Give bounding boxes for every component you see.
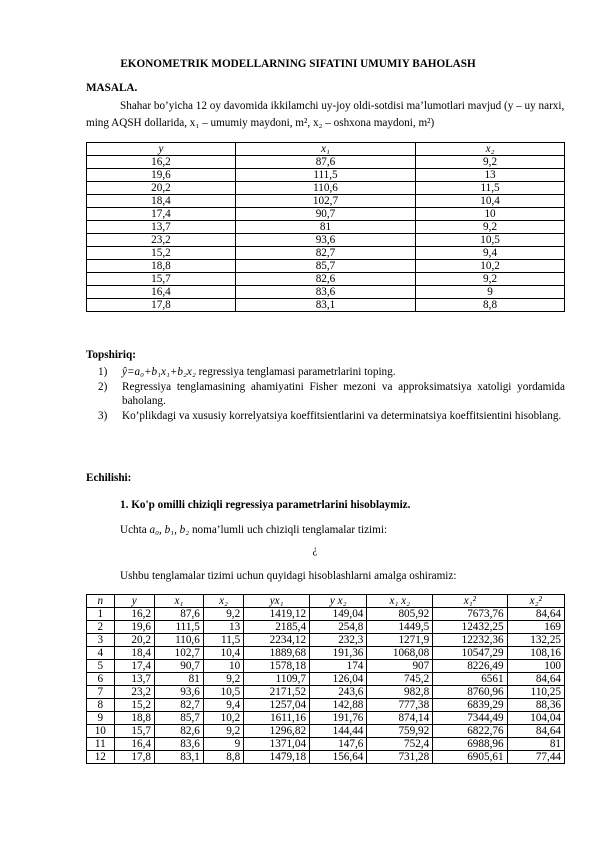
table-row — [87, 260, 565, 273]
table-cell: 18,4 — [87, 195, 236, 208]
task-number: 2) — [98, 380, 108, 393]
table-cell: 2185,4 — [244, 621, 310, 634]
table-cell: 104,04 — [507, 712, 564, 725]
table-cell: 16,4 — [114, 738, 154, 751]
column-header: x₂² — [507, 595, 564, 608]
table-row — [87, 673, 565, 686]
table-row — [87, 169, 565, 182]
table-row — [87, 738, 565, 751]
table-cell: 84,64 — [507, 673, 564, 686]
table-row — [87, 712, 565, 725]
column-header: x₁ — [154, 595, 203, 608]
table-row — [87, 299, 565, 312]
table-cell: 83,6 — [154, 738, 203, 751]
table-cell: 9,4 — [203, 699, 243, 712]
table-cell: 8760,96 — [433, 686, 507, 699]
table-cell: 874,14 — [367, 712, 433, 725]
table-cell: 15,2 — [87, 247, 236, 260]
table-cell: 110,6 — [235, 182, 415, 195]
table-cell: 88,36 — [507, 699, 564, 712]
table-cell: 81 — [154, 673, 203, 686]
table-row — [87, 660, 565, 673]
table-cell: 87,6 — [235, 156, 415, 169]
table-row — [87, 286, 565, 299]
task-label: Topshiriq: — [86, 349, 136, 361]
table-cell: 9,4 — [416, 247, 565, 260]
table-cell: 81 — [507, 738, 564, 751]
table-cell: 9,2 — [416, 156, 565, 169]
table-cell: 85,7 — [235, 260, 415, 273]
table-cell: 15,7 — [114, 725, 154, 738]
table-cell: 1611,16 — [244, 712, 310, 725]
table-cell: 18,8 — [87, 260, 236, 273]
table-cell: 1296,82 — [244, 725, 310, 738]
table-cell: 9 — [203, 738, 243, 751]
table-cell: 90,7 — [154, 660, 203, 673]
table-cell: 10 — [203, 660, 243, 673]
task-item — [98, 380, 565, 409]
table-row — [87, 634, 565, 647]
table-cell: 1 — [87, 608, 115, 621]
calc-intro: Ushbu tenglamalar tizimi uchun quyidagi hisoblashlarni amalga oshiramiz: — [120, 570, 457, 582]
table-cell: 13,7 — [114, 673, 154, 686]
column-header: n — [87, 595, 115, 608]
table-cell: 144,44 — [310, 725, 367, 738]
solution-label: Echilishi: — [86, 472, 132, 484]
table-cell: 11,5 — [416, 182, 565, 195]
table-cell: 85,7 — [154, 712, 203, 725]
table-cell: 156,64 — [310, 751, 367, 764]
column-header: yx₁ — [244, 595, 310, 608]
table-row — [87, 234, 565, 247]
table-row — [87, 699, 565, 712]
table-row — [87, 608, 565, 621]
table-cell: 8,8 — [416, 299, 565, 312]
table-cell: 147,6 — [310, 738, 367, 751]
table-cell: 23,2 — [114, 686, 154, 699]
step-heading: 1. Ko'p omilli chiziqli regressiya parametrlarini hisoblaymiz. — [120, 499, 411, 511]
table-cell: 6988,96 — [433, 738, 507, 751]
table-cell: 9,2 — [203, 673, 243, 686]
table-row — [87, 156, 565, 169]
column-header: y x₂ — [310, 595, 367, 608]
table-cell: 10 — [87, 725, 115, 738]
task-text: regressiya tenglamasi parametrlarini toping. — [195, 366, 396, 378]
table-cell: 17,8 — [114, 751, 154, 764]
table-cell: 90,7 — [235, 208, 415, 221]
table-cell: 82,6 — [154, 725, 203, 738]
table-cell: 102,7 — [235, 195, 415, 208]
table-cell: 102,7 — [154, 647, 203, 660]
table-cell: 82,6 — [235, 273, 415, 286]
data-table-header-row — [87, 143, 565, 156]
table-cell: 17,4 — [114, 660, 154, 673]
table-cell: 126,04 — [310, 673, 367, 686]
table-cell: 232,3 — [310, 634, 367, 647]
table-cell: 111,5 — [154, 621, 203, 634]
table-cell: 142,88 — [310, 699, 367, 712]
table-cell: 11,5 — [203, 634, 243, 647]
table-cell: 777,38 — [367, 699, 433, 712]
table-cell: 10,4 — [203, 647, 243, 660]
table-cell: 10,5 — [203, 686, 243, 699]
table-cell: 1068,08 — [367, 647, 433, 660]
table-cell: 87,6 — [154, 608, 203, 621]
table-cell: 3 — [87, 634, 115, 647]
problem-statement: Shahar bo’yicha 12 oy davomida ikkilamchi uy-joy oldi-sotdisi ma’lumotlari mavjud (y – uy narxi, ming AQSH dollarida, x₁ – umumiy maydoni, m², x₂ – oshxona maydoni, m²) — [86, 100, 565, 129]
table-cell: 16,2 — [87, 156, 236, 169]
table-cell: 6839,29 — [433, 699, 507, 712]
table-cell: 81 — [235, 221, 415, 234]
table-cell: 10,5 — [416, 234, 565, 247]
table-cell: 82,7 — [154, 699, 203, 712]
table-cell: 191,76 — [310, 712, 367, 725]
table-cell: 84,64 — [507, 725, 564, 738]
table-cell: 83,6 — [235, 286, 415, 299]
table-cell: 1419,12 — [244, 608, 310, 621]
table-cell: 111,5 — [235, 169, 415, 182]
table-cell: 191,36 — [310, 647, 367, 660]
table-cell: 6905,61 — [433, 751, 507, 764]
task-list — [98, 365, 565, 423]
calc-table-header-row — [87, 595, 565, 608]
step-text-post: noma’lumli uch chiziqli tenglamalar tizimi: — [189, 524, 388, 536]
table-cell: 8,8 — [203, 751, 243, 764]
table-cell: 7673,76 — [433, 608, 507, 621]
unknowns: a₀, b₁, b₂ — [149, 524, 190, 536]
table-cell: 1479,18 — [244, 751, 310, 764]
table-cell: 84,64 — [507, 608, 564, 621]
table-cell: 93,6 — [154, 686, 203, 699]
table-row — [87, 247, 565, 260]
table-cell: 20,2 — [87, 182, 236, 195]
table-cell: 2234,12 — [244, 634, 310, 647]
task-item — [98, 409, 565, 424]
column-header: x₁² — [433, 595, 507, 608]
table-cell: 12432,25 — [433, 621, 507, 634]
table-row — [87, 621, 565, 634]
task-item — [98, 365, 565, 380]
table-cell: 5 — [87, 660, 115, 673]
table-cell: 9,2 — [416, 221, 565, 234]
table-cell: 82,7 — [235, 247, 415, 260]
column-header: x₂ — [416, 143, 565, 156]
data-table — [86, 142, 565, 312]
table-row — [87, 208, 565, 221]
table-row — [87, 686, 565, 699]
table-cell: 10,2 — [416, 260, 565, 273]
column-header: x₁ x₂ — [367, 595, 433, 608]
table-cell: 17,4 — [87, 208, 236, 221]
table-cell: 1257,04 — [244, 699, 310, 712]
table-cell: 731,28 — [367, 751, 433, 764]
table-cell: 12232,36 — [433, 634, 507, 647]
table-cell: 1449,5 — [367, 621, 433, 634]
table-cell: 12 — [87, 751, 115, 764]
table-cell: 9 — [416, 286, 565, 299]
table-cell: 110,25 — [507, 686, 564, 699]
table-cell: 10,4 — [416, 195, 565, 208]
table-row — [87, 273, 565, 286]
table-cell: 100 — [507, 660, 564, 673]
table-cell: 10 — [416, 208, 565, 221]
page-title: EKONOMETRIK MODELLARNING SIFATINI UMUMIY BAHOLASH — [120, 58, 476, 70]
table-cell: 13 — [203, 621, 243, 634]
table-cell: 2 — [87, 621, 115, 634]
table-cell: 93,6 — [235, 234, 415, 247]
table-cell: 18,8 — [114, 712, 154, 725]
table-cell: 8 — [87, 699, 115, 712]
table-cell: 7344,49 — [433, 712, 507, 725]
table-cell: 15,2 — [114, 699, 154, 712]
step-text — [120, 522, 596, 539]
table-cell: 17,8 — [87, 299, 236, 312]
table-cell: 982,8 — [367, 686, 433, 699]
calc-table — [86, 594, 565, 764]
column-header: y — [87, 143, 236, 156]
table-cell: 174 — [310, 660, 367, 673]
table-cell: 745,2 — [367, 673, 433, 686]
table-cell: 9 — [87, 712, 115, 725]
column-header: x₂ — [203, 595, 243, 608]
column-header: x₁ — [235, 143, 415, 156]
table-cell: 7 — [87, 686, 115, 699]
table-cell: 20,2 — [114, 634, 154, 647]
table-cell: 18,4 — [114, 647, 154, 660]
table-cell: 9,2 — [416, 273, 565, 286]
table-cell: 132,25 — [507, 634, 564, 647]
task-text: Regressiya tenglamasining ahamiyatini Fisher mezoni va approksimatsiya xatoligi yordamida baholang. — [122, 380, 565, 407]
task-number: 1) — [98, 366, 108, 378]
regression-formula: ŷ=a₀+b₁x₁+b₂x₂ — [122, 366, 196, 378]
table-cell: 16,4 — [87, 286, 236, 299]
table-row — [87, 751, 565, 764]
table-cell: 16,2 — [114, 608, 154, 621]
column-header: y — [114, 595, 154, 608]
table-cell: 149,04 — [310, 608, 367, 621]
table-cell: 759,92 — [367, 725, 433, 738]
table-cell: 77,44 — [507, 751, 564, 764]
table-cell: 1371,04 — [244, 738, 310, 751]
table-cell: 15,7 — [87, 273, 236, 286]
table-cell: 1109,7 — [244, 673, 310, 686]
table-cell: 169 — [507, 621, 564, 634]
table-cell: 6561 — [433, 673, 507, 686]
table-cell: 1889,68 — [244, 647, 310, 660]
table-cell: 108,16 — [507, 647, 564, 660]
table-cell: 83,1 — [154, 751, 203, 764]
table-cell: 10547,29 — [433, 647, 507, 660]
table-cell: 1271,9 — [367, 634, 433, 647]
table-row — [87, 647, 565, 660]
table-row — [87, 182, 565, 195]
equation-system-placeholder: ¿ — [312, 544, 318, 556]
table-row — [87, 195, 565, 208]
table-cell: 83,1 — [235, 299, 415, 312]
table-row — [87, 221, 565, 234]
table-cell: 805,92 — [367, 608, 433, 621]
table-row — [87, 725, 565, 738]
table-cell: 4 — [87, 647, 115, 660]
table-cell: 11 — [87, 738, 115, 751]
table-cell: 254,8 — [310, 621, 367, 634]
step-text-pre: Uchta — [120, 524, 150, 536]
table-cell: 8226,49 — [433, 660, 507, 673]
table-cell: 907 — [367, 660, 433, 673]
table-cell: 1578,18 — [244, 660, 310, 673]
table-cell: 10,2 — [203, 712, 243, 725]
problem-label: MASALA. — [86, 82, 138, 94]
task-number: 3) — [98, 409, 108, 422]
table-cell: 13,7 — [87, 221, 236, 234]
table-cell: 243,6 — [310, 686, 367, 699]
table-cell: 9,2 — [203, 608, 243, 621]
table-cell: 19,6 — [87, 169, 236, 182]
table-cell: 13 — [416, 169, 565, 182]
table-cell: 23,2 — [87, 234, 236, 247]
table-cell: 110,6 — [154, 634, 203, 647]
table-cell: 6 — [87, 673, 115, 686]
task-text: Ko’plikdagi va xususiy korrelyatsiya koeffitsientlarini va determinatsiya koeffitsientini hisoblang. — [122, 409, 562, 422]
table-cell: 752,4 — [367, 738, 433, 751]
table-cell: 2171,52 — [244, 686, 310, 699]
table-cell: 6822,76 — [433, 725, 507, 738]
table-cell: 9,2 — [203, 725, 243, 738]
table-cell: 19,6 — [114, 621, 154, 634]
